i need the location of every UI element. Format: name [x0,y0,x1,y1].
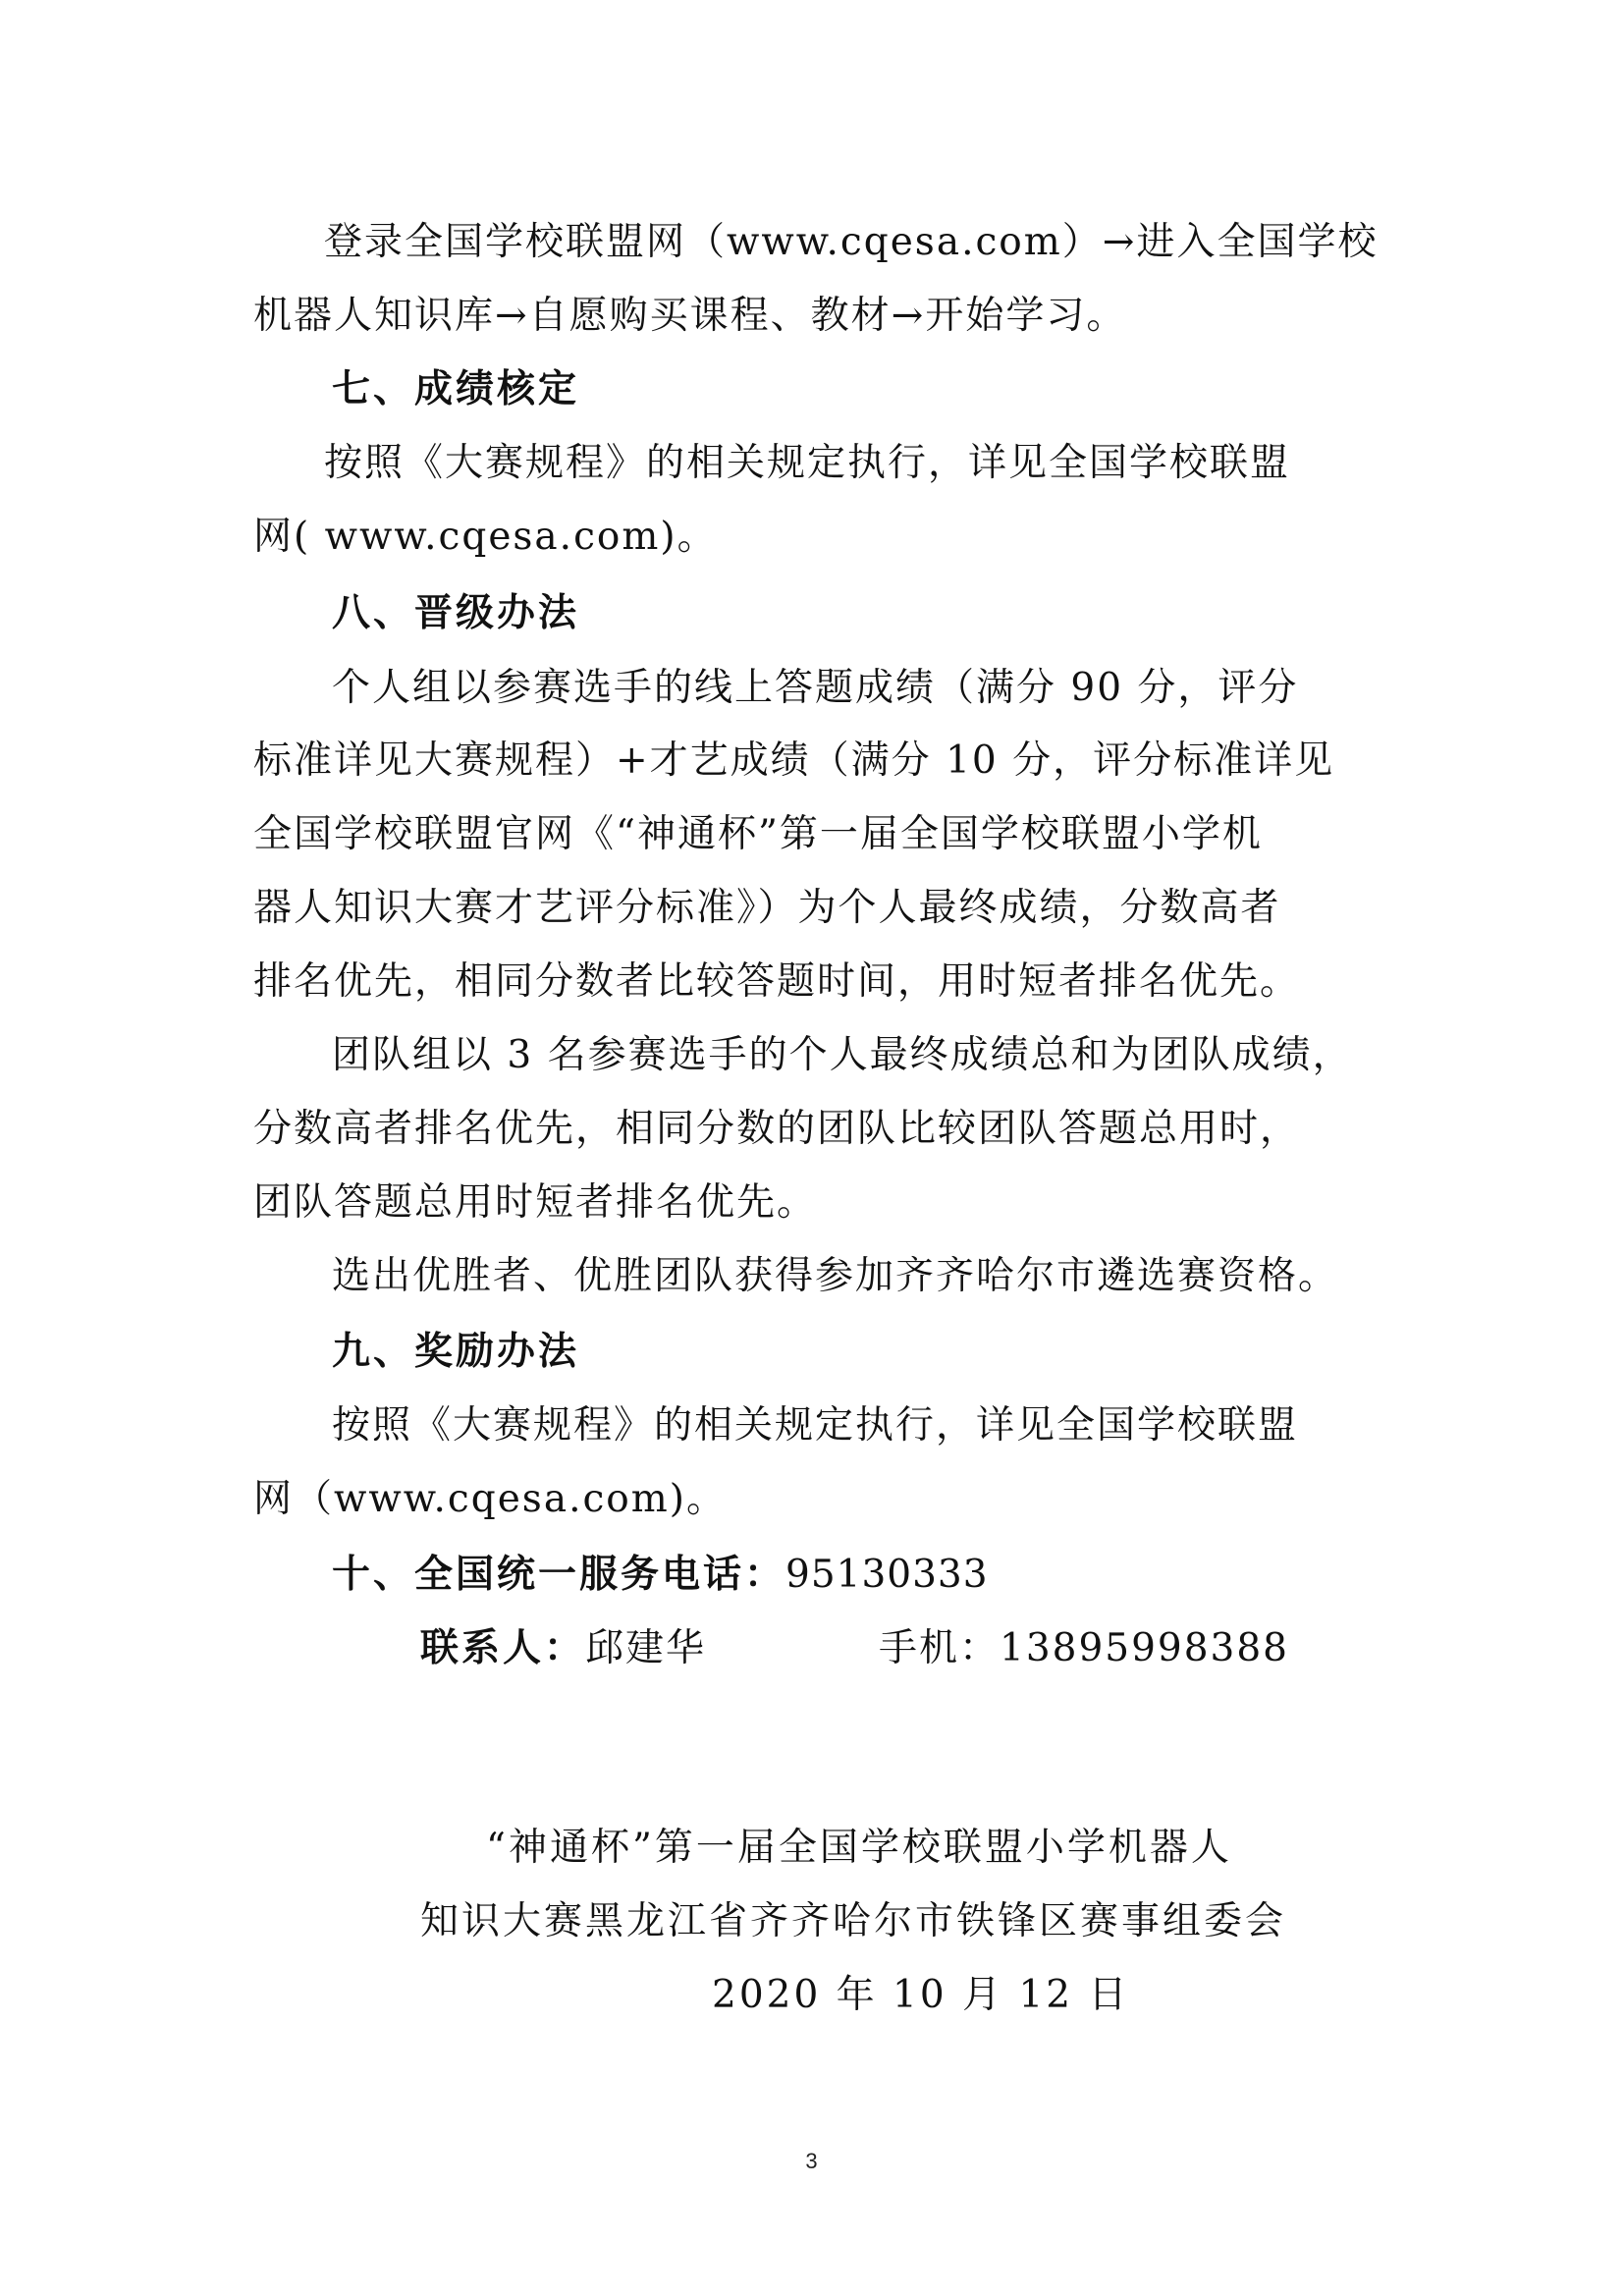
section6-line-1: 登录全国学校联盟网（www.cqesa.com）→进入全国学校 [324,220,1379,264]
section8-para2-line-2: 分数高者排名优先，相同分数的团队比较团队答题总用时， [253,1107,1301,1151]
contact-name: 邱建华 [585,1626,707,1670]
section8-para2-line-3: 团队答题总用时短者排名优先。 [253,1180,818,1225]
signature-date: 2020 年 10 月 12 日 [712,1973,1130,2017]
section7-heading: 七、成绩核定 [332,367,580,411]
section8-para1-line-5: 排名优先，相同分数者比较答题时间，用时短者排名优先。 [253,959,1301,1004]
contact-row [420,1622,706,1675]
section7-line-1: 按照《大赛规程》的相关规定执行，详见全国学校联盟 [324,441,1291,485]
section9-line-2: 网（www.cqesa.com)。 [253,1477,727,1521]
mobile-label: 手机： [879,1626,1001,1670]
section6-line-2: 机器人知识库→自愿购买课程、教材→开始学习。 [253,294,1127,338]
mobile-number: 13895998388 [1000,1626,1289,1670]
section10-heading: 十、全国统一服务电话： [332,1553,786,1597]
contact-label: 联系人： [420,1626,586,1670]
section8-heading: 八、晋级办法 [332,591,580,635]
section8-para2-line-1: 团队组以 3 名参赛选手的个人最终成绩总和为团队成绩， [332,1033,1353,1077]
page-number: 3 [805,2149,818,2173]
section10-heading-row [332,1549,989,1602]
section7-line-2: 网( www.cqesa.com)。 [253,515,718,559]
signature-org-line-1: “神通杯”第一届全国学校联盟小学机器人 [486,1826,1232,1870]
section8-para1-line-4: 器人知识大赛才艺评分标准》）为个人最终成绩，分数高者 [253,886,1281,930]
section8-para3: 选出优胜者、优胜团队获得参加齐齐哈尔市遴选赛资格。 [332,1254,1339,1298]
signature-org-line-2: 知识大赛黑龙江省齐齐哈尔市铁锋区赛事组委会 [420,1899,1287,1943]
section8-para1-line-1: 个人组以参赛选手的线上答题成绩（满分 90 分，评分 [332,666,1299,710]
section9-heading: 九、奖励办法 [332,1330,580,1374]
section8-para1-line-2: 标准详见大赛规程）+才艺成绩（满分 10 分，评分标准详见 [253,738,1335,783]
section9-line-1: 按照《大赛规程》的相关规定执行，详见全国学校联盟 [332,1403,1299,1448]
section8-para1-line-3: 全国学校联盟官网《“神通杯”第一届全国学校联盟小学机 [253,812,1263,856]
mobile-row [879,1622,1289,1675]
service-phone-number: 95130333 [785,1553,989,1597]
